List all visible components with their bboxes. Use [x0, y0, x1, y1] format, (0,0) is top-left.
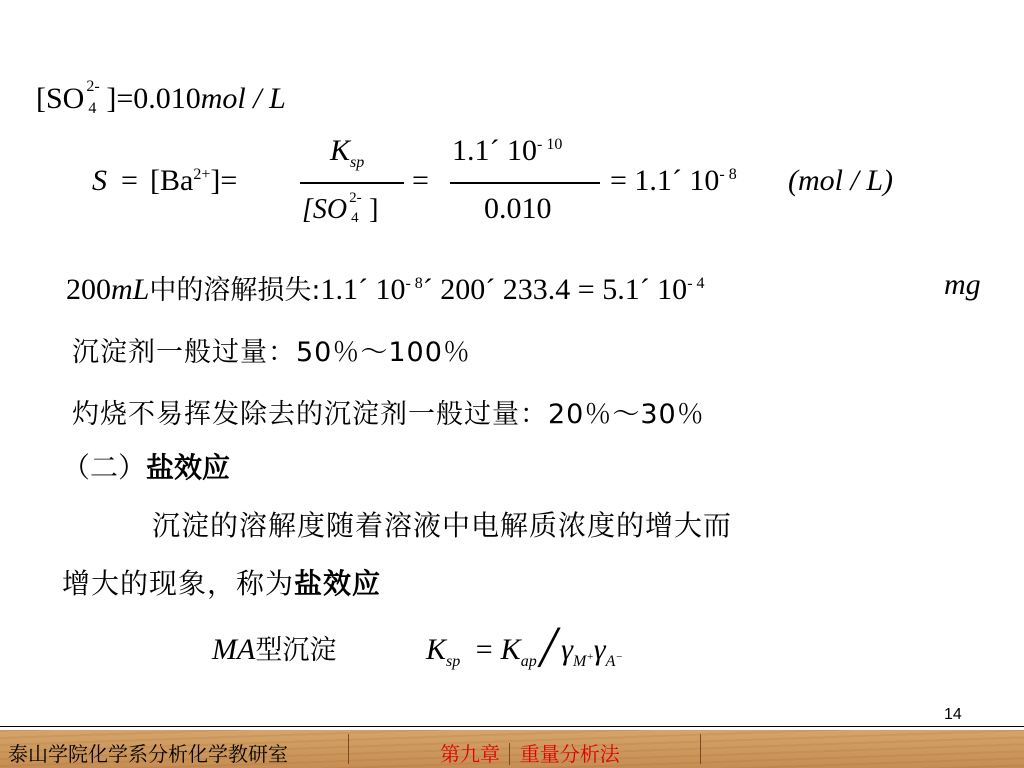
para-line-2-bold: 盐效应	[294, 567, 382, 600]
eq2-s: S	[92, 164, 107, 197]
loss-calc-a-sup: - 8	[405, 275, 423, 292]
ma-g1-sup: +	[586, 651, 594, 663]
ma-g1: γ	[561, 633, 573, 666]
ma-g2-sup: −	[615, 651, 623, 663]
eq2-den1-text: [SO	[302, 194, 348, 225]
ma-k1-sub: sp	[446, 653, 461, 670]
eq2-eq: =	[121, 164, 138, 197]
ma-g1-sub: M	[573, 653, 587, 670]
eq2-ba	[150, 164, 237, 198]
eq2-ksp-k: K	[330, 134, 351, 167]
footer-divider-1	[348, 734, 349, 764]
loss-calc-a: 1.1´ 10	[320, 273, 406, 306]
eq1-lhs: [SO	[36, 82, 85, 115]
loss-calc-b: ´ 200´ 233.4 = 5.1´ 10	[422, 273, 688, 306]
eq2-result	[610, 164, 737, 198]
eq2-ba-close: ]=	[210, 164, 238, 197]
para-line-2-pre: 增大的现象，称为	[62, 567, 295, 600]
section-heading	[62, 446, 230, 486]
line-ignite: 灼烧不易挥发除去的沉淀剂一般过量：20％～30％	[72, 399, 705, 430]
eq2-den1-close: ]	[369, 194, 379, 225]
para-line-1: 沉淀的溶解度随着溶液中电解质浓度的增大而	[152, 509, 733, 542]
eq2-den2: 0.010	[484, 192, 552, 225]
line-excess: 沉淀剂一般过量：50％～100％	[72, 337, 471, 368]
ma-label-it: MA	[212, 633, 256, 666]
loss-prefix-unit: mL	[111, 273, 150, 306]
eq2-fraction-line-1	[300, 182, 404, 184]
ma-label-cn: 型沉淀	[255, 635, 337, 666]
footer-chapter-number: 第九章	[440, 742, 500, 766]
eq2-eq2: =	[412, 164, 429, 197]
eq2-num2	[452, 134, 562, 168]
heading-title: 盐效应	[146, 451, 231, 484]
loss-prefix-cn: 中的溶解损失:	[149, 275, 321, 306]
eq2-num2-sup: - 10	[537, 136, 563, 153]
ma-eq: =	[475, 633, 493, 666]
loss-line	[66, 268, 705, 307]
footer-chapter	[440, 738, 620, 767]
footer-divider-2	[700, 734, 701, 764]
eq1-unit: mol / L	[200, 82, 286, 115]
eq2-den1	[302, 190, 379, 226]
loss-calc-unit: mg	[944, 268, 981, 301]
footer-rule	[0, 726, 1024, 727]
footer-chapter-title: 重量分析法	[519, 742, 620, 766]
footer-bar	[0, 730, 1024, 768]
eq2-result-unit: (mol / L)	[788, 164, 893, 197]
eq2-ksp-sub: sp	[350, 154, 365, 171]
eq2-den1-sup: 2-	[349, 190, 362, 206]
ma-k2: K	[500, 633, 521, 666]
ma-slash: ╱	[538, 630, 560, 667]
heading-prefix: （二）	[62, 451, 147, 484]
loss-calc-b-sup: - 4	[687, 275, 705, 292]
ma-label	[212, 628, 336, 667]
footer-chapter-divider	[509, 743, 510, 765]
ma-g2: γ	[593, 633, 606, 666]
eq2-ksp	[330, 134, 365, 171]
eq2-result-text: = 1.1´ 10	[610, 164, 720, 197]
eq2-fraction-line-2	[450, 182, 600, 184]
eq1-sub: 4	[88, 100, 97, 117]
eq2-ba-text: [Ba	[150, 164, 194, 197]
ma-g2-sub: A	[605, 653, 616, 670]
ma-k1: K	[426, 633, 447, 666]
eq2-result-sup: - 8	[719, 166, 737, 183]
equation-sulfate-concentration	[36, 78, 286, 117]
ma-formula	[426, 628, 623, 668]
footer-department: 泰山学院化学系分析化学教研室	[8, 742, 288, 766]
loss-prefix-num: 200	[66, 273, 111, 306]
eq2-num2-text: 1.1´ 10	[452, 134, 537, 167]
eq1-rhs: ]=0.010	[106, 82, 201, 115]
eq2-ba-sup: 2+	[193, 166, 211, 183]
page-number: 14	[944, 706, 962, 723]
para-line-2	[62, 562, 381, 602]
eq2-den1-sub: 4	[351, 210, 359, 226]
ma-k2-sub: ap	[520, 653, 537, 670]
eq1-sup: 2-	[86, 78, 100, 95]
